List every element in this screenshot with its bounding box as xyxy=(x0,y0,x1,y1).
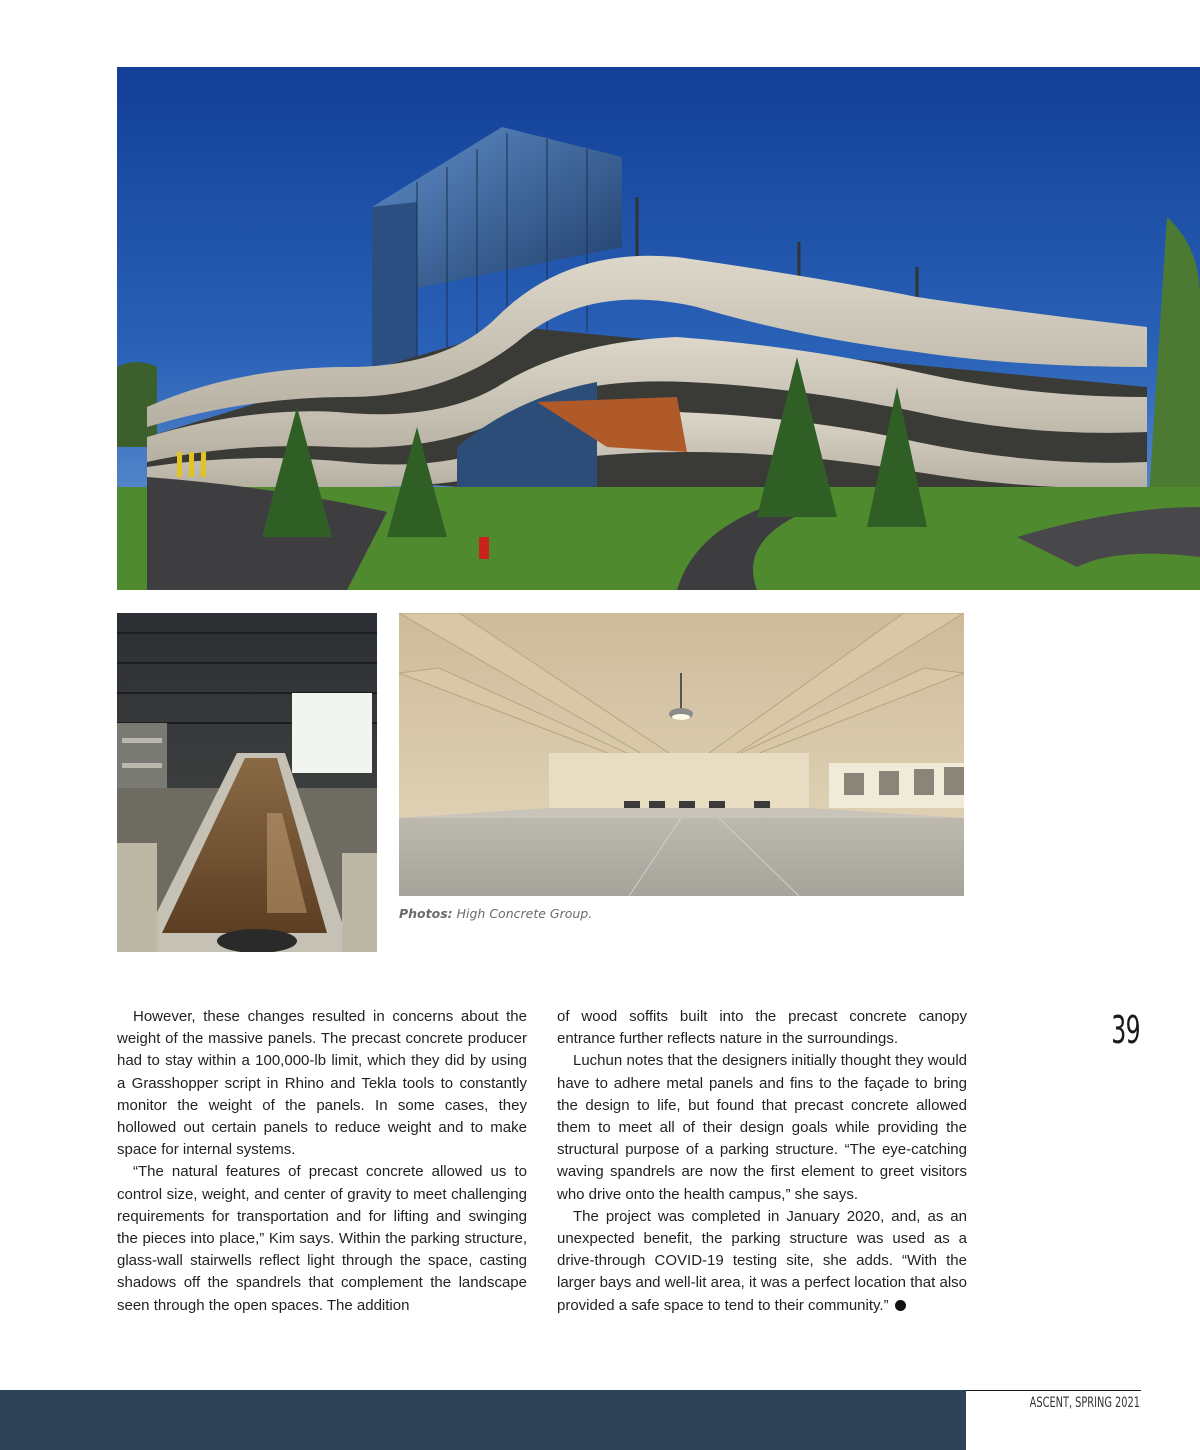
photo-credit-text: High Concrete Group. xyxy=(452,906,593,921)
precast-mold-photo xyxy=(117,613,377,952)
page-number: 39 xyxy=(1111,1008,1140,1052)
parking-interior-photo xyxy=(399,613,964,896)
paragraph: Luchun notes that the designers initially thought they would have to adhere metal panels and fins to the façade to bring the design to life, but found that precast concrete allowed them to meet all of their design goals while providing the structural purpose of a parking structure. “The eye-catching waving spandrels are now the first element to greet visitors who drive onto the health campus,” she says. xyxy=(557,1052,967,1203)
article-column-left xyxy=(117,1006,527,1317)
paragraph: “The natural features of precast concrete allowed us to control size, weight, and center of gravity to meet challenging requirements for transportation and for lifting and swinging the pieces into place,” Kim says. Within the parking structure, glass-wall stairwells reflect light through the space, casting shadows off the spandrels that complement the landscape seen through the open spaces. The addition xyxy=(117,1163,527,1314)
footer-rule xyxy=(966,1390,1141,1391)
paragraph: However, these changes resulted in concerns about the weight of the massive panels. The precast concrete producer had to stay within a 100,000-lb limit, which they did by using a Grasshopper script in Rhino and Tekla tools to constantly monitor the weight of the panels. In some cases, they hollowed out certain panels to reduce weight and to make space for internal systems. xyxy=(117,1008,527,1159)
photo-credit-label: Photos: xyxy=(399,906,453,921)
photo-credit xyxy=(399,906,592,921)
article-column-right xyxy=(557,1006,967,1317)
footer-bar xyxy=(0,1390,966,1450)
paragraph-final xyxy=(557,1206,967,1317)
end-of-article-icon xyxy=(895,1300,906,1311)
issue-label: ASCENT, SPRING 2021 xyxy=(1029,1395,1140,1411)
hero-photo xyxy=(117,67,1200,590)
paragraph-continuation: of wood soffits built into the precast concrete canopy entrance further reflects nature in the surroundings. xyxy=(557,1008,967,1048)
paragraph-final-text: The project was completed in January 2020, and, as an unexpected benefit, the parking structure was used as a drive-through COVID-19 testing site, she adds. “With the larger bays and well-lit area, it was a perfect location that also provided a safe space to tend to their community.” xyxy=(557,1207,967,1314)
